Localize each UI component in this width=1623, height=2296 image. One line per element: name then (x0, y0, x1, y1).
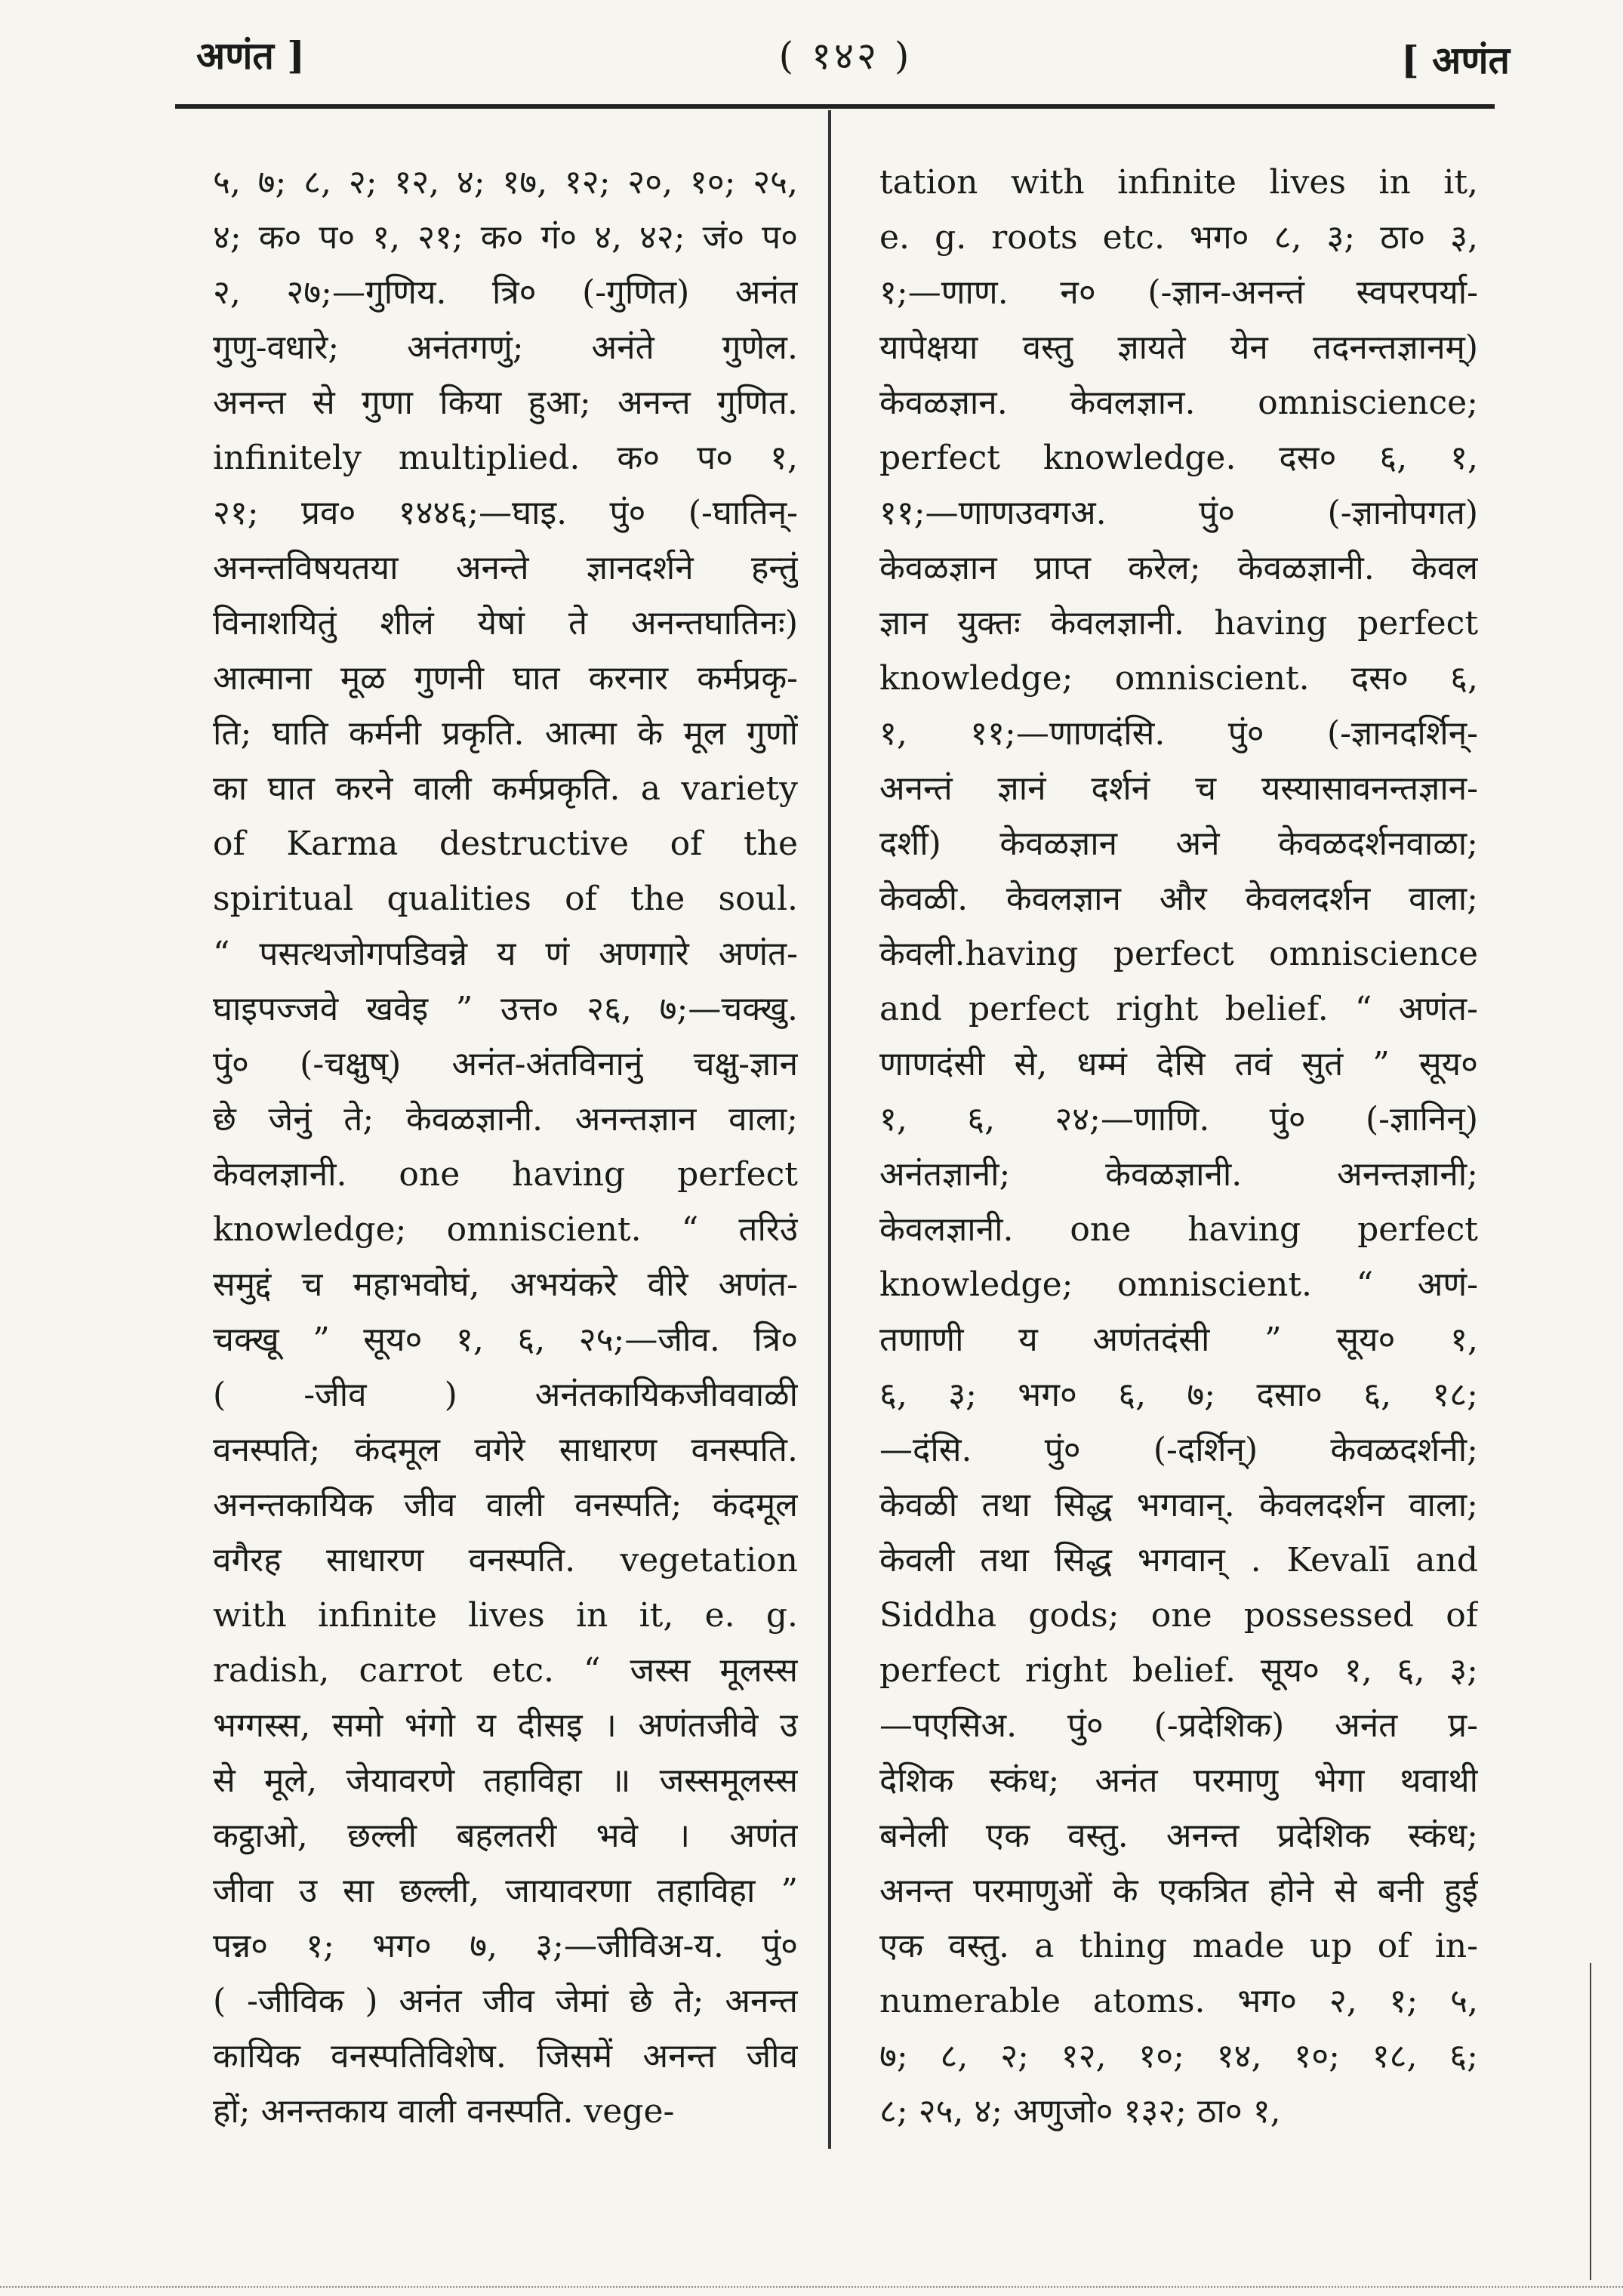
text-line: —पएसिअ. पुं० (-प्रदेशिक) अनंत प्र- (879, 1706, 1478, 1745)
text-line: समुद्दं च महाभवोघं, अभयंकरे वीरे अणंत- (213, 1265, 798, 1304)
page-number: ( १४२ ) (778, 34, 913, 78)
page-right-edge-mark (1590, 1963, 1591, 2280)
text-line: यापेक्षया वस्तु ज्ञायते येन तदनन्तज्ञानम्) (879, 328, 1478, 367)
text-line: e. g. roots etc. भग० ८, ३; ठा० ३, (879, 218, 1478, 257)
text-line: पन्न० १; भग० ७, ३;—जीविअ-य. पुं० (213, 1927, 798, 1965)
text-line: knowledge; omniscient. “ अणं- (879, 1265, 1478, 1304)
text-line: एक वस्तु. a thing made up of in- (879, 1927, 1478, 1965)
text-line: with infinite lives in it, e. g. (213, 1596, 798, 1635)
column-divider (828, 110, 831, 2149)
text-line: ज्ञान युक्तः केवलज्ञानी. having perfect (879, 604, 1478, 643)
text-line: केवळी तथा सिद्ध भगवान्. केवलदर्शन वाला; (879, 1486, 1478, 1524)
text-line: हों; अनन्तकाय वाली वनस्पति. vege- (213, 2092, 675, 2131)
text-line: कट्ठाओ, छल्ली बहलतरी भवे । अणंत (213, 1817, 798, 1855)
text-line: —दंसि. पुं० (-दर्शिन्) केवळदर्शनी; (879, 1431, 1478, 1469)
text-line: तणाणी य अणंतदंसी ” सूय० १, (879, 1321, 1478, 1359)
text-line: केवली.having perfect omniscience (879, 935, 1478, 973)
text-line: चक्खू ” सूय० १, ६, २५;—जीव. त्रि० (213, 1321, 798, 1359)
text-line: आत्माना मूळ गुणनी घात करनार कर्मप्रकृ- (213, 659, 798, 698)
text-line: केवलज्ञानी. one having perfect (213, 1155, 798, 1194)
header-rule (175, 104, 1495, 109)
text-line: ४; क० प० १, २१; क० गं० ४, ४२; जं० प० (213, 218, 798, 257)
text-line: पुं० (-चक्षुष्) अनंत-अंतविनानुं चक्षु-ज्ञान (213, 1045, 798, 1083)
text-line: बनेली एक वस्तु. अनन्त प्रदेशिक स्कंध; (879, 1817, 1478, 1855)
text-line: का घात करने वाली कर्मप्रकृति. a variety (213, 769, 798, 808)
text-line: spiritual qualities of the soul. (213, 880, 798, 918)
text-line: Siddha gods; one possessed of (879, 1596, 1478, 1635)
text-line: से मूले, जेयावरणे तहाविहा ॥ जस्समूलस्स (213, 1761, 798, 1800)
left-column (213, 155, 798, 2139)
header-right-keyword: [ अणंत (1401, 38, 1510, 82)
text-line: ५, ७; ८, २; १२, ४; १७, १२; २०, १०; २५, (213, 163, 798, 202)
text-line: केवलज्ञानी. one having perfect (879, 1210, 1478, 1249)
text-line: अनंतज्ञानी; केवळज्ञानी. अनन्तज्ञानी; (879, 1155, 1478, 1194)
page-header (181, 21, 1510, 97)
text-line: अनन्तविषयतया अनन्ते ज्ञानदर्शने हन्तुं (213, 549, 798, 587)
text-line: केवळज्ञान प्राप्त करेल; केवळज्ञानी. केवल (879, 549, 1478, 587)
text-line: of Karma destructive of the (213, 824, 798, 863)
text-line: केवली तथा सिद्ध भगवान् . Kevalī and (879, 1541, 1478, 1579)
text-line: ११;—णाणउवगअ. पुं० (-ज्ञानोपगत) (879, 494, 1478, 532)
text-line: केवळी. केवलज्ञान और केवलदर्शन वाला; (879, 880, 1478, 918)
text-line: ( -जीव ) अनंतकायिकजीववाळी (213, 1376, 798, 1414)
text-line: गुणु-वधारे; अनंतगणुं; अनंते गुणेल. (213, 328, 798, 367)
page-bottom-edge (0, 2286, 1623, 2289)
text-line: and perfect right belief. “ अणंत- (879, 990, 1478, 1028)
text-line: perfect right belief. सूय० १, ६, ३; (879, 1651, 1478, 1690)
text-line: २, २७;—गुणिय. त्रि० (-गुणित) अनंत (213, 273, 798, 312)
text-line: radish, carrot etc. “ जस्स मूलस्स (213, 1651, 798, 1690)
right-column (879, 155, 1478, 2139)
text-line: णाणदंसी से, धम्मं देसि तवं सुतं ” सूय० (879, 1045, 1478, 1083)
text-line: ७; ८, २; १२, १०; १४, १०; १८, ६; (879, 2037, 1478, 2076)
text-line: जीवा उ सा छल्ली, जायावरणा तहाविहा ” (213, 1872, 798, 1910)
text-line: अनन्त से गुणा किया हुआ; अनन्त गुणित. (213, 384, 798, 422)
text-line: ८; २५, ४; अणुजो० १३२; ठा० १, (879, 2092, 1281, 2131)
text-line: ति; घाति कर्मनी प्रकृति. आत्मा के मूल गुणों (213, 714, 798, 753)
text-line: अनन्तं ज्ञानं दर्शनं च यस्यासावनन्तज्ञान- (879, 769, 1478, 808)
text-line: घाइपज्जवे खवेइ ” उत्त० २६, ७;—चक्खु. (213, 990, 798, 1028)
text-line: २१; प्रव० १४४६;—घाइ. पुं० (-घातिन्- (213, 494, 798, 532)
text-line: देशिक स्कंध; अनंत परमाणु भेगा थवाथी (879, 1761, 1478, 1800)
text-line: भग्गस्स, समो भंगो य दीसइ । अणंतजीवे उ (213, 1706, 798, 1745)
header-left-keyword: अणंत ] (196, 33, 305, 78)
text-line: tation with infinite lives in it, (879, 163, 1478, 202)
text-line: वगैरह साधारण वनस्पति. vegetation (213, 1541, 798, 1579)
text-line: “ पसत्थजोगपडिवन्ने य णं अणगारे अणंत- (213, 935, 798, 973)
text-line: १, ११;—णाणदंसि. पुं० (-ज्ञानदर्शिन्- (879, 714, 1478, 753)
text-line: perfect knowledge. दस० ६, १, (879, 439, 1478, 477)
text-line: numerable atoms. भग० २, १; ५, (879, 1982, 1478, 2020)
text-line: अनन्तकायिक जीव वाली वनस्पति; कंदमूल (213, 1486, 798, 1524)
text-line: ६, ३; भग० ६, ७; दसा० ६, १८; (879, 1376, 1478, 1414)
text-line: दर्शी) केवळज्ञान अने केवळदर्शनवाळा; (879, 824, 1478, 863)
text-line: infinitely multiplied. क० प० १, (213, 439, 798, 477)
text-line: knowledge; omniscient. दस० ६, (879, 659, 1478, 698)
text-line: वनस्पति; कंदमूल वगेरे साधारण वनस्पति. (213, 1431, 798, 1469)
text-line: केवळज्ञान. केवलज्ञान. omniscience; (879, 384, 1478, 422)
text-line: कायिक वनस्पतिविशेष. जिसमें अनन्त जीव (213, 2037, 798, 2076)
text-line: ( -जीविक ) अनंत जीव जेमां छे ते; अनन्त (213, 1982, 798, 2020)
text-line: १;—णाण. न० (-ज्ञान-अनन्तं स्वपरपर्या- (879, 273, 1478, 312)
text-line: knowledge; omniscient. “ तरिउं (213, 1210, 798, 1249)
text-line: अनन्त परमाणुओं के एकत्रित होने से बनी हुई (879, 1872, 1478, 1910)
text-line: १, ६, २४;—णाणि. पुं० (-ज्ञानिन्) (879, 1100, 1478, 1139)
text-line: विनाशयितुं शीलं येषां ते अनन्तघातिनः) (213, 604, 798, 643)
text-line: छे जेनुं ते; केवळज्ञानी. अनन्तज्ञान वाला; (213, 1100, 798, 1139)
